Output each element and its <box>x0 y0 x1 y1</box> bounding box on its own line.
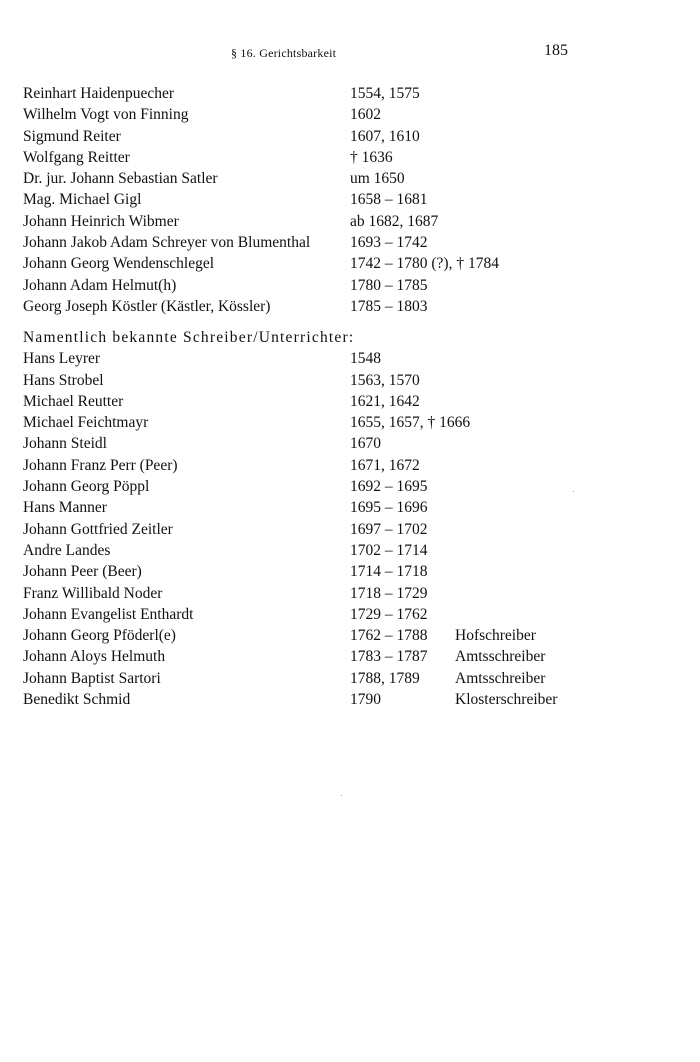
person-name: Johann Baptist Sartori <box>23 669 161 687</box>
role-title: Amtsschreiber <box>455 669 546 687</box>
person-name: Johann Franz Perr (Peer) <box>23 456 178 474</box>
list-item <box>23 625 583 646</box>
tenure-dates: † 1636 <box>350 148 393 166</box>
officials-list <box>23 83 583 317</box>
tenure-dates: um 1650 <box>350 170 405 188</box>
list-item <box>23 189 583 210</box>
tenure-dates: 1783 – 1787 <box>350 648 428 666</box>
tenure-dates: 1602 <box>350 106 381 124</box>
person-name: Sigmund Reiter <box>23 127 121 145</box>
list-item <box>23 583 583 604</box>
list-item <box>23 126 583 147</box>
person-name: Reinhart Haidenpuecher <box>23 85 175 102</box>
person-name: Johann Gottfried Zeitler <box>23 520 173 538</box>
person-name: Michael Feichtmayr <box>23 414 149 432</box>
running-head <box>0 44 700 64</box>
tenure-dates: ab 1682, 1687 <box>350 212 439 230</box>
list-item <box>23 391 583 412</box>
list-item <box>23 412 583 433</box>
person-name: Johann Steidl <box>23 435 107 453</box>
list-item <box>23 433 583 454</box>
person-name: Benedikt Schmid <box>23 691 131 709</box>
tenure-dates: 1554, 1575 <box>350 85 420 102</box>
list-item <box>23 83 583 104</box>
list-item <box>23 275 583 296</box>
tenure-dates: 1563, 1570 <box>350 371 420 389</box>
tenure-dates: 1697 – 1702 <box>350 520 428 538</box>
tenure-dates: 1692 – 1695 <box>350 478 428 496</box>
tenure-dates: 1658 – 1681 <box>350 191 428 209</box>
list-item <box>23 296 583 317</box>
person-name: Michael Reutter <box>23 392 124 410</box>
list-item <box>23 668 583 689</box>
person-name: Mag. Michael Gigl <box>23 191 142 209</box>
person-name: Johann Heinrich Wibmer <box>23 212 179 230</box>
list-item <box>23 455 583 476</box>
tenure-dates: 1788, 1789 <box>350 669 420 687</box>
tenure-dates: 1621, 1642 <box>350 392 420 410</box>
person-name: Johann Adam Helmut(h) <box>23 276 177 294</box>
list-item <box>23 497 583 518</box>
list-item <box>23 540 583 561</box>
tenure-dates: 1702 – 1714 <box>350 541 428 559</box>
tenure-dates: 1762 – 1788 <box>350 627 428 645</box>
tenure-dates: 1718 – 1729 <box>350 584 428 602</box>
list-item <box>23 232 583 253</box>
list-item <box>23 519 583 540</box>
list-item <box>23 561 583 582</box>
tenure-dates: 1670 <box>350 435 381 453</box>
person-name: Johann Aloys Helmuth <box>23 648 166 666</box>
person-name: Franz Willibald Noder <box>23 584 163 602</box>
tenure-dates: 1790 <box>350 691 381 709</box>
person-name: Georg Joseph Köstler (Kästler, Kössler) <box>23 297 271 315</box>
person-name: Johann Georg Wendenschlegel <box>23 255 215 273</box>
list-item <box>23 476 583 497</box>
clerks-list <box>23 348 583 710</box>
person-name: Hans Strobel <box>23 371 104 389</box>
tenure-dates: 1548 <box>350 350 381 368</box>
person-name: Johann Evangelist Enthardt <box>23 605 194 623</box>
print-speck <box>341 795 342 796</box>
person-name: Hans Leyrer <box>23 350 101 368</box>
list-item <box>23 211 583 232</box>
clerks-heading: Namentlich bekannte Schreiber/Unterrichter: <box>23 329 355 346</box>
role-title: Klosterschreiber <box>455 691 558 709</box>
role-title: Amtsschreiber <box>455 648 546 666</box>
person-name: Johann Georg Pföderl(e) <box>23 627 176 645</box>
tenure-dates: 1693 – 1742 <box>350 234 428 252</box>
list-item <box>23 370 583 391</box>
list-item <box>23 253 583 274</box>
list-item <box>23 689 583 710</box>
person-name: Wilhelm Vogt von Finning <box>23 106 189 124</box>
person-name: Hans Manner <box>23 499 107 517</box>
list-item <box>23 604 583 625</box>
person-name: Wolfgang Reitter <box>23 148 130 166</box>
role-title: Hofschreiber <box>455 627 536 645</box>
tenure-dates: 1780 – 1785 <box>350 276 428 294</box>
tenure-dates: 1742 – 1780 (?), † 1784 <box>350 255 499 273</box>
person-name: Johann Jakob Adam Schreyer von Blumenthal <box>23 234 311 252</box>
person-name: Johann Peer (Beer) <box>23 563 142 581</box>
tenure-dates: 1655, 1657, † 1666 <box>350 414 471 432</box>
tenure-dates: 1695 – 1696 <box>350 499 428 517</box>
list-item <box>23 147 583 168</box>
tenure-dates: 1607, 1610 <box>350 127 420 145</box>
tenure-dates: 1729 – 1762 <box>350 605 428 623</box>
tenure-dates: 1671, 1672 <box>350 456 420 474</box>
person-name: Johann Georg Pöppl <box>23 478 150 496</box>
person-name: Dr. jur. Johann Sebastian Satler <box>23 170 218 188</box>
tenure-dates: 1785 – 1803 <box>350 297 428 315</box>
list-item <box>23 168 583 189</box>
clerks-section <box>23 327 583 710</box>
print-speck <box>573 491 574 492</box>
page-number: 185 <box>544 42 568 59</box>
list-item <box>23 104 583 125</box>
section-title: § 16. Gerichtsbarkeit <box>231 46 337 60</box>
tenure-dates: 1714 – 1718 <box>350 563 428 581</box>
list-item <box>23 646 583 667</box>
list-item <box>23 348 583 369</box>
person-name: Andre Landes <box>23 541 111 559</box>
